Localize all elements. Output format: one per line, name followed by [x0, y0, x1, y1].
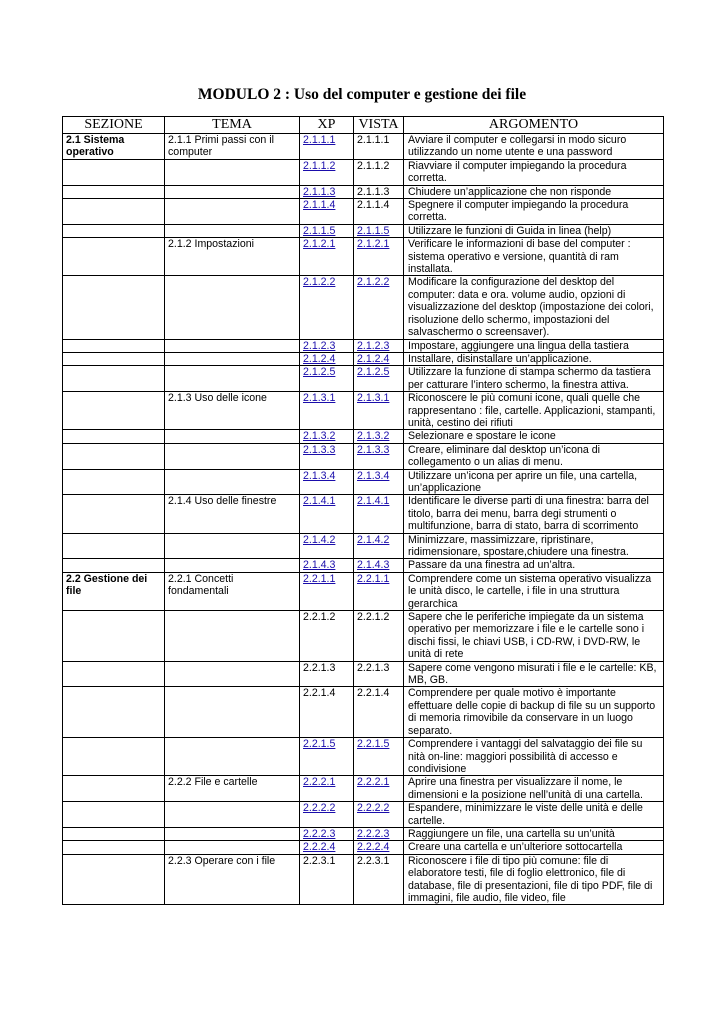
header-tema: TEMA	[165, 117, 300, 134]
cell-argomento: Espandere, minimizzare le viste delle unità e delle cartelle.	[404, 802, 664, 828]
cell-xp-link[interactable]: 2.1.2.3	[303, 339, 336, 352]
cell-vista	[354, 352, 404, 365]
cell-sezione	[63, 430, 165, 443]
header-argomento: ARGOMENTO	[404, 117, 664, 134]
cell-xp-link[interactable]: 2.1.3.3	[303, 443, 336, 456]
cell-xp: 2.2.1.3	[300, 661, 354, 687]
table-row	[63, 276, 664, 339]
cell-vista: 2.2.1.3	[354, 661, 404, 687]
table-row	[63, 611, 664, 662]
cell-argomento: Riavviare il computer impiegando la procedura corretta.	[404, 159, 664, 185]
cell-tema	[165, 661, 300, 687]
cell-xp-link[interactable]: 2.1.1.2	[303, 159, 336, 172]
cell-xp-link[interactable]: 2.2.2.4	[303, 841, 336, 854]
table-row	[63, 392, 664, 430]
cell-xp-link[interactable]: 2.2.1.1	[303, 572, 336, 585]
cell-sezione	[63, 827, 165, 840]
cell-xp-link[interactable]: 2.1.2.2	[303, 276, 336, 289]
table-row	[63, 738, 664, 776]
cell-tema	[165, 841, 300, 854]
cell-vista: 2.1.1.1	[354, 134, 404, 160]
cell-xp-link[interactable]: 2.2.2.3	[303, 827, 336, 840]
table-row	[63, 827, 664, 840]
cell-xp	[300, 134, 354, 160]
cell-argomento: Minimizzare, massimizzare, ripristinare, ridimensionare, spostare,chiudere una finestra.	[404, 533, 664, 559]
table-row	[63, 443, 664, 469]
table-header-row	[63, 117, 664, 134]
cell-argomento: Aprire una finestra per visualizzare il nome, le dimensioni e la posizione nell’unità di una cartella.	[404, 776, 664, 802]
cell-xp	[300, 430, 354, 443]
table-row	[63, 185, 664, 198]
cell-sezione	[63, 776, 165, 802]
cell-tema	[165, 533, 300, 559]
cell-sezione	[63, 559, 165, 572]
cell-xp-link[interactable]: 2.1.1.3	[303, 185, 336, 198]
cell-vista-link[interactable]: 2.1.4.2	[357, 533, 390, 546]
cell-xp-link[interactable]: 2.1.2.5	[303, 366, 336, 379]
cell-xp: 2.2.1.4	[300, 687, 354, 738]
cell-tema: 2.2.3 Operare con i file	[165, 854, 300, 905]
cell-xp-link[interactable]: 2.1.4.2	[303, 533, 336, 546]
cell-tema: 2.1.2 Impostazioni	[165, 238, 300, 276]
table-row	[63, 469, 664, 495]
cell-vista	[354, 392, 404, 430]
cell-argomento: Raggiungere un file, una cartella su un’unità	[404, 827, 664, 840]
cell-vista	[354, 366, 404, 392]
cell-vista	[354, 559, 404, 572]
cell-vista	[354, 776, 404, 802]
cell-vista	[354, 276, 404, 339]
cell-vista-link[interactable]: 2.1.2.5	[357, 366, 390, 379]
cell-tema: 2.1.3 Uso delle icone	[165, 392, 300, 430]
cell-tema	[165, 185, 300, 198]
cell-sezione	[63, 185, 165, 198]
cell-xp	[300, 572, 354, 610]
cell-sezione	[63, 802, 165, 828]
cell-tema	[165, 802, 300, 828]
cell-sezione	[63, 276, 165, 339]
cell-tema	[165, 366, 300, 392]
cell-xp: 2.2.3.1	[300, 854, 354, 905]
cell-xp	[300, 366, 354, 392]
cell-vista: 2.2.1.4	[354, 687, 404, 738]
cell-xp	[300, 802, 354, 828]
cell-vista	[354, 238, 404, 276]
cell-xp-link[interactable]: 2.1.1.4	[303, 199, 336, 212]
cell-argomento: Chiudere un’applicazione che non risponde	[404, 185, 664, 198]
cell-sezione	[63, 841, 165, 854]
cell-xp	[300, 443, 354, 469]
cell-xp-link[interactable]: 2.1.4.1	[303, 495, 336, 508]
cell-xp	[300, 352, 354, 365]
cell-vista-link[interactable]: 2.1.2.3	[357, 339, 390, 352]
cell-xp	[300, 738, 354, 776]
cell-vista: 2.1.1.3	[354, 185, 404, 198]
cell-xp	[300, 827, 354, 840]
cell-tema	[165, 443, 300, 469]
table-row	[63, 854, 664, 905]
cell-tema	[165, 224, 300, 237]
table-row	[63, 238, 664, 276]
cell-xp	[300, 199, 354, 225]
cell-tema: 2.2.2 File e cartelle	[165, 776, 300, 802]
cell-argomento: Sapere come vengono misurati i file e le cartelle: KB, MB, GB.	[404, 661, 664, 687]
cell-sezione	[63, 533, 165, 559]
cell-tema	[165, 469, 300, 495]
cell-vista-link[interactable]: 2.1.4.1	[357, 495, 390, 508]
cell-vista: 2.1.1.2	[354, 159, 404, 185]
cell-sezione	[63, 687, 165, 738]
cell-vista-link[interactable]: 2.2.1.1	[357, 572, 390, 585]
cell-xp	[300, 841, 354, 854]
cell-vista-link[interactable]: 2.1.3.4	[357, 469, 390, 482]
cell-argomento: Identificare le diverse parti di una finestra: barra del titolo, barra dei menu, barra degi strumenti o multifunzione, barra di stato, barra di scorrimento	[404, 495, 664, 533]
cell-xp-link[interactable]: 2.1.3.4	[303, 469, 336, 482]
cell-tema	[165, 159, 300, 185]
cell-argomento: Riconoscere le più comuni icone, quali quelle che rappresentano : file, cartelle. Applicazioni, stampanti, unità, cestino dei rifiuti	[404, 392, 664, 430]
header-vista: VISTA	[354, 117, 404, 134]
cell-xp	[300, 185, 354, 198]
cell-tema: 2.1.1 Primi passi con il computer	[165, 134, 300, 160]
cell-vista	[354, 495, 404, 533]
cell-vista	[354, 572, 404, 610]
cell-xp	[300, 533, 354, 559]
cell-vista	[354, 738, 404, 776]
cell-vista-link[interactable]: 2.1.3.2	[357, 430, 390, 443]
cell-xp-link[interactable]: 2.1.4.3	[303, 559, 336, 572]
cell-vista-link[interactable]: 2.2.1.5	[357, 738, 390, 751]
cell-vista-link[interactable]: 2.1.1.5	[357, 224, 390, 237]
cell-argomento: Impostare, aggiungere una lingua della tastiera	[404, 339, 664, 352]
cell-argomento: Utilizzare le funzioni di Guida in linea (help)	[404, 224, 664, 237]
table-row	[63, 430, 664, 443]
cell-vista	[354, 469, 404, 495]
table-row	[63, 352, 664, 365]
cell-sezione	[63, 339, 165, 352]
cell-sezione	[63, 238, 165, 276]
cell-xp-link[interactable]: 2.2.2.2	[303, 802, 336, 815]
cell-xp	[300, 392, 354, 430]
cell-tema	[165, 430, 300, 443]
cell-tema	[165, 559, 300, 572]
cell-tema	[165, 352, 300, 365]
cell-argomento: Sapere che le periferiche impiegate da un sistema operativo per memorizzare i file e le cartelle sono i dischi fissi, le chiavi USB, i CD-RW, i DVD-RW, le unità di rete	[404, 611, 664, 662]
cell-tema: 2.1.4 Uso delle finestre	[165, 495, 300, 533]
cell-tema	[165, 687, 300, 738]
cell-argomento: Utilizzare un’icona per aprire un file, una cartella, un’applicazione	[404, 469, 664, 495]
cell-argomento: Comprendere i vantaggi del salvataggio dei file su nità on-line: maggiori possibilità di accesso e condivisione	[404, 738, 664, 776]
cell-sezione: 2.2 Gestione dei file	[63, 572, 165, 610]
table-body	[63, 134, 664, 905]
cell-vista	[354, 533, 404, 559]
cell-argomento: Installare, disinstallare un’applicazione.	[404, 352, 664, 365]
table-row	[63, 661, 664, 687]
cell-vista-link[interactable]: 2.1.3.1	[357, 392, 390, 405]
cell-vista	[354, 827, 404, 840]
cell-xp-link[interactable]: 2.2.1.5	[303, 738, 336, 751]
cell-sezione	[63, 224, 165, 237]
table-row	[63, 495, 664, 533]
cell-vista-link[interactable]: 2.2.2.2	[357, 802, 390, 815]
cell-sezione	[63, 392, 165, 430]
cell-xp-link[interactable]: 2.2.2.1	[303, 776, 336, 789]
cell-vista-link[interactable]: 2.1.2.1	[357, 238, 390, 251]
cell-argomento: Utilizzare la funzione di stampa schermo da tastiera per catturare l’intero schermo, la finestra attiva.	[404, 366, 664, 392]
cell-tema: 2.2.1 Concetti fondamentali	[165, 572, 300, 610]
cell-tema	[165, 611, 300, 662]
cell-xp-link[interactable]: 2.1.1.1	[303, 134, 336, 146]
cell-vista-link[interactable]: 2.1.4.3	[357, 559, 390, 572]
syllabus-table	[62, 116, 664, 905]
table-row	[63, 802, 664, 828]
cell-vista: 2.2.3.1	[354, 854, 404, 905]
table-row	[63, 339, 664, 352]
cell-vista-link[interactable]: 2.1.3.3	[357, 443, 390, 456]
cell-argomento: Creare, eliminare dal desktop un’icona di collegamento o un alias di menu.	[404, 443, 664, 469]
header-xp: XP	[300, 117, 354, 134]
cell-argomento: Avviare il computer e collegarsi in modo sicuro utilizzando un nome utente e una password	[404, 134, 664, 160]
cell-vista	[354, 443, 404, 469]
cell-xp	[300, 159, 354, 185]
cell-argomento: Riconoscere i file di tipo più comune: file di elaboratore testi, file di foglio elettronico, file di database, file di presentazioni, file di tipo PDF, file di immagini, file audio, file video, file	[404, 854, 664, 905]
cell-vista	[354, 430, 404, 443]
cell-argomento: Verificare le informazioni di base del computer : sistema operativo e versione, quantità di ram installata.	[404, 238, 664, 276]
table-row	[63, 687, 664, 738]
cell-xp-link[interactable]: 2.1.1.5	[303, 224, 336, 237]
table-row	[63, 159, 664, 185]
cell-vista: 2.1.1.4	[354, 199, 404, 225]
cell-xp	[300, 469, 354, 495]
cell-argomento: Creare una cartella e un’ulteriore sottocartella	[404, 841, 664, 854]
page-title: MODULO 2 : Uso del computer e gestione dei file	[197, 86, 527, 103]
cell-xp	[300, 276, 354, 339]
cell-argomento: Passare da una finestra ad un’altra.	[404, 559, 664, 572]
cell-xp	[300, 238, 354, 276]
cell-sezione	[63, 738, 165, 776]
cell-sezione	[63, 854, 165, 905]
cell-sezione	[63, 661, 165, 687]
table-row	[63, 224, 664, 237]
cell-vista-link[interactable]: 2.2.2.3	[357, 827, 390, 840]
cell-vista	[354, 841, 404, 854]
cell-tema	[165, 339, 300, 352]
cell-xp	[300, 339, 354, 352]
cell-sezione	[63, 495, 165, 533]
cell-vista-link[interactable]: 2.1.2.4	[357, 352, 390, 365]
cell-vista	[354, 802, 404, 828]
table-row	[63, 776, 664, 802]
cell-tema	[165, 199, 300, 225]
table-row	[63, 559, 664, 572]
cell-argomento: Spegnere il computer impiegando la procedura corretta.	[404, 199, 664, 225]
cell-tema	[165, 827, 300, 840]
header-sezione: SEZIONE	[63, 117, 165, 134]
cell-xp: 2.2.1.2	[300, 611, 354, 662]
cell-xp	[300, 559, 354, 572]
cell-xp-link[interactable]: 2.1.3.1	[303, 392, 336, 405]
cell-xp	[300, 495, 354, 533]
cell-sezione	[63, 352, 165, 365]
cell-vista-link[interactable]: 2.1.2.2	[357, 276, 390, 289]
table-row	[63, 134, 664, 160]
cell-sezione	[63, 199, 165, 225]
cell-vista: 2.2.1.2	[354, 611, 404, 662]
cell-sezione	[63, 611, 165, 662]
cell-sezione: 2.1 Sistema operativo	[63, 134, 165, 160]
cell-sezione	[63, 469, 165, 495]
cell-xp	[300, 224, 354, 237]
cell-argomento: Comprendere per quale motivo è importante effettuare delle copie di backup di file su un supporto di memoria rimovibile da conservare in un luogo separato.	[404, 687, 664, 738]
cell-argomento: Modificare la configurazione del desktop del computer: data e ora. volume audio, opzioni di visualizzazione del desktop (impostazione dei colori, risoluzione dello schermo, impostazioni del salvaschermo o screensaver).	[404, 276, 664, 339]
cell-xp	[300, 776, 354, 802]
cell-argomento: Selezionare e spostare le icone	[404, 430, 664, 443]
cell-xp-link[interactable]: 2.1.2.1	[303, 238, 336, 251]
cell-xp-link[interactable]: 2.1.2.4	[303, 352, 336, 365]
cell-tema	[165, 276, 300, 339]
cell-vista	[354, 339, 404, 352]
cell-vista	[354, 224, 404, 237]
table-row	[63, 533, 664, 559]
table-row	[63, 572, 664, 610]
cell-vista-link[interactable]: 2.2.2.4	[357, 841, 390, 854]
table-row	[63, 199, 664, 225]
cell-sezione	[63, 443, 165, 469]
cell-sezione	[63, 159, 165, 185]
cell-vista-link[interactable]: 2.2.2.1	[357, 776, 390, 789]
cell-xp-link[interactable]: 2.1.3.2	[303, 430, 336, 443]
cell-argomento: Comprendere come un sistema operativo visualizza le unità disco, le cartelle, i file in una struttura gerarchica	[404, 572, 664, 610]
table-row	[63, 366, 664, 392]
cell-tema	[165, 738, 300, 776]
cell-sezione	[63, 366, 165, 392]
table-row	[63, 841, 664, 854]
